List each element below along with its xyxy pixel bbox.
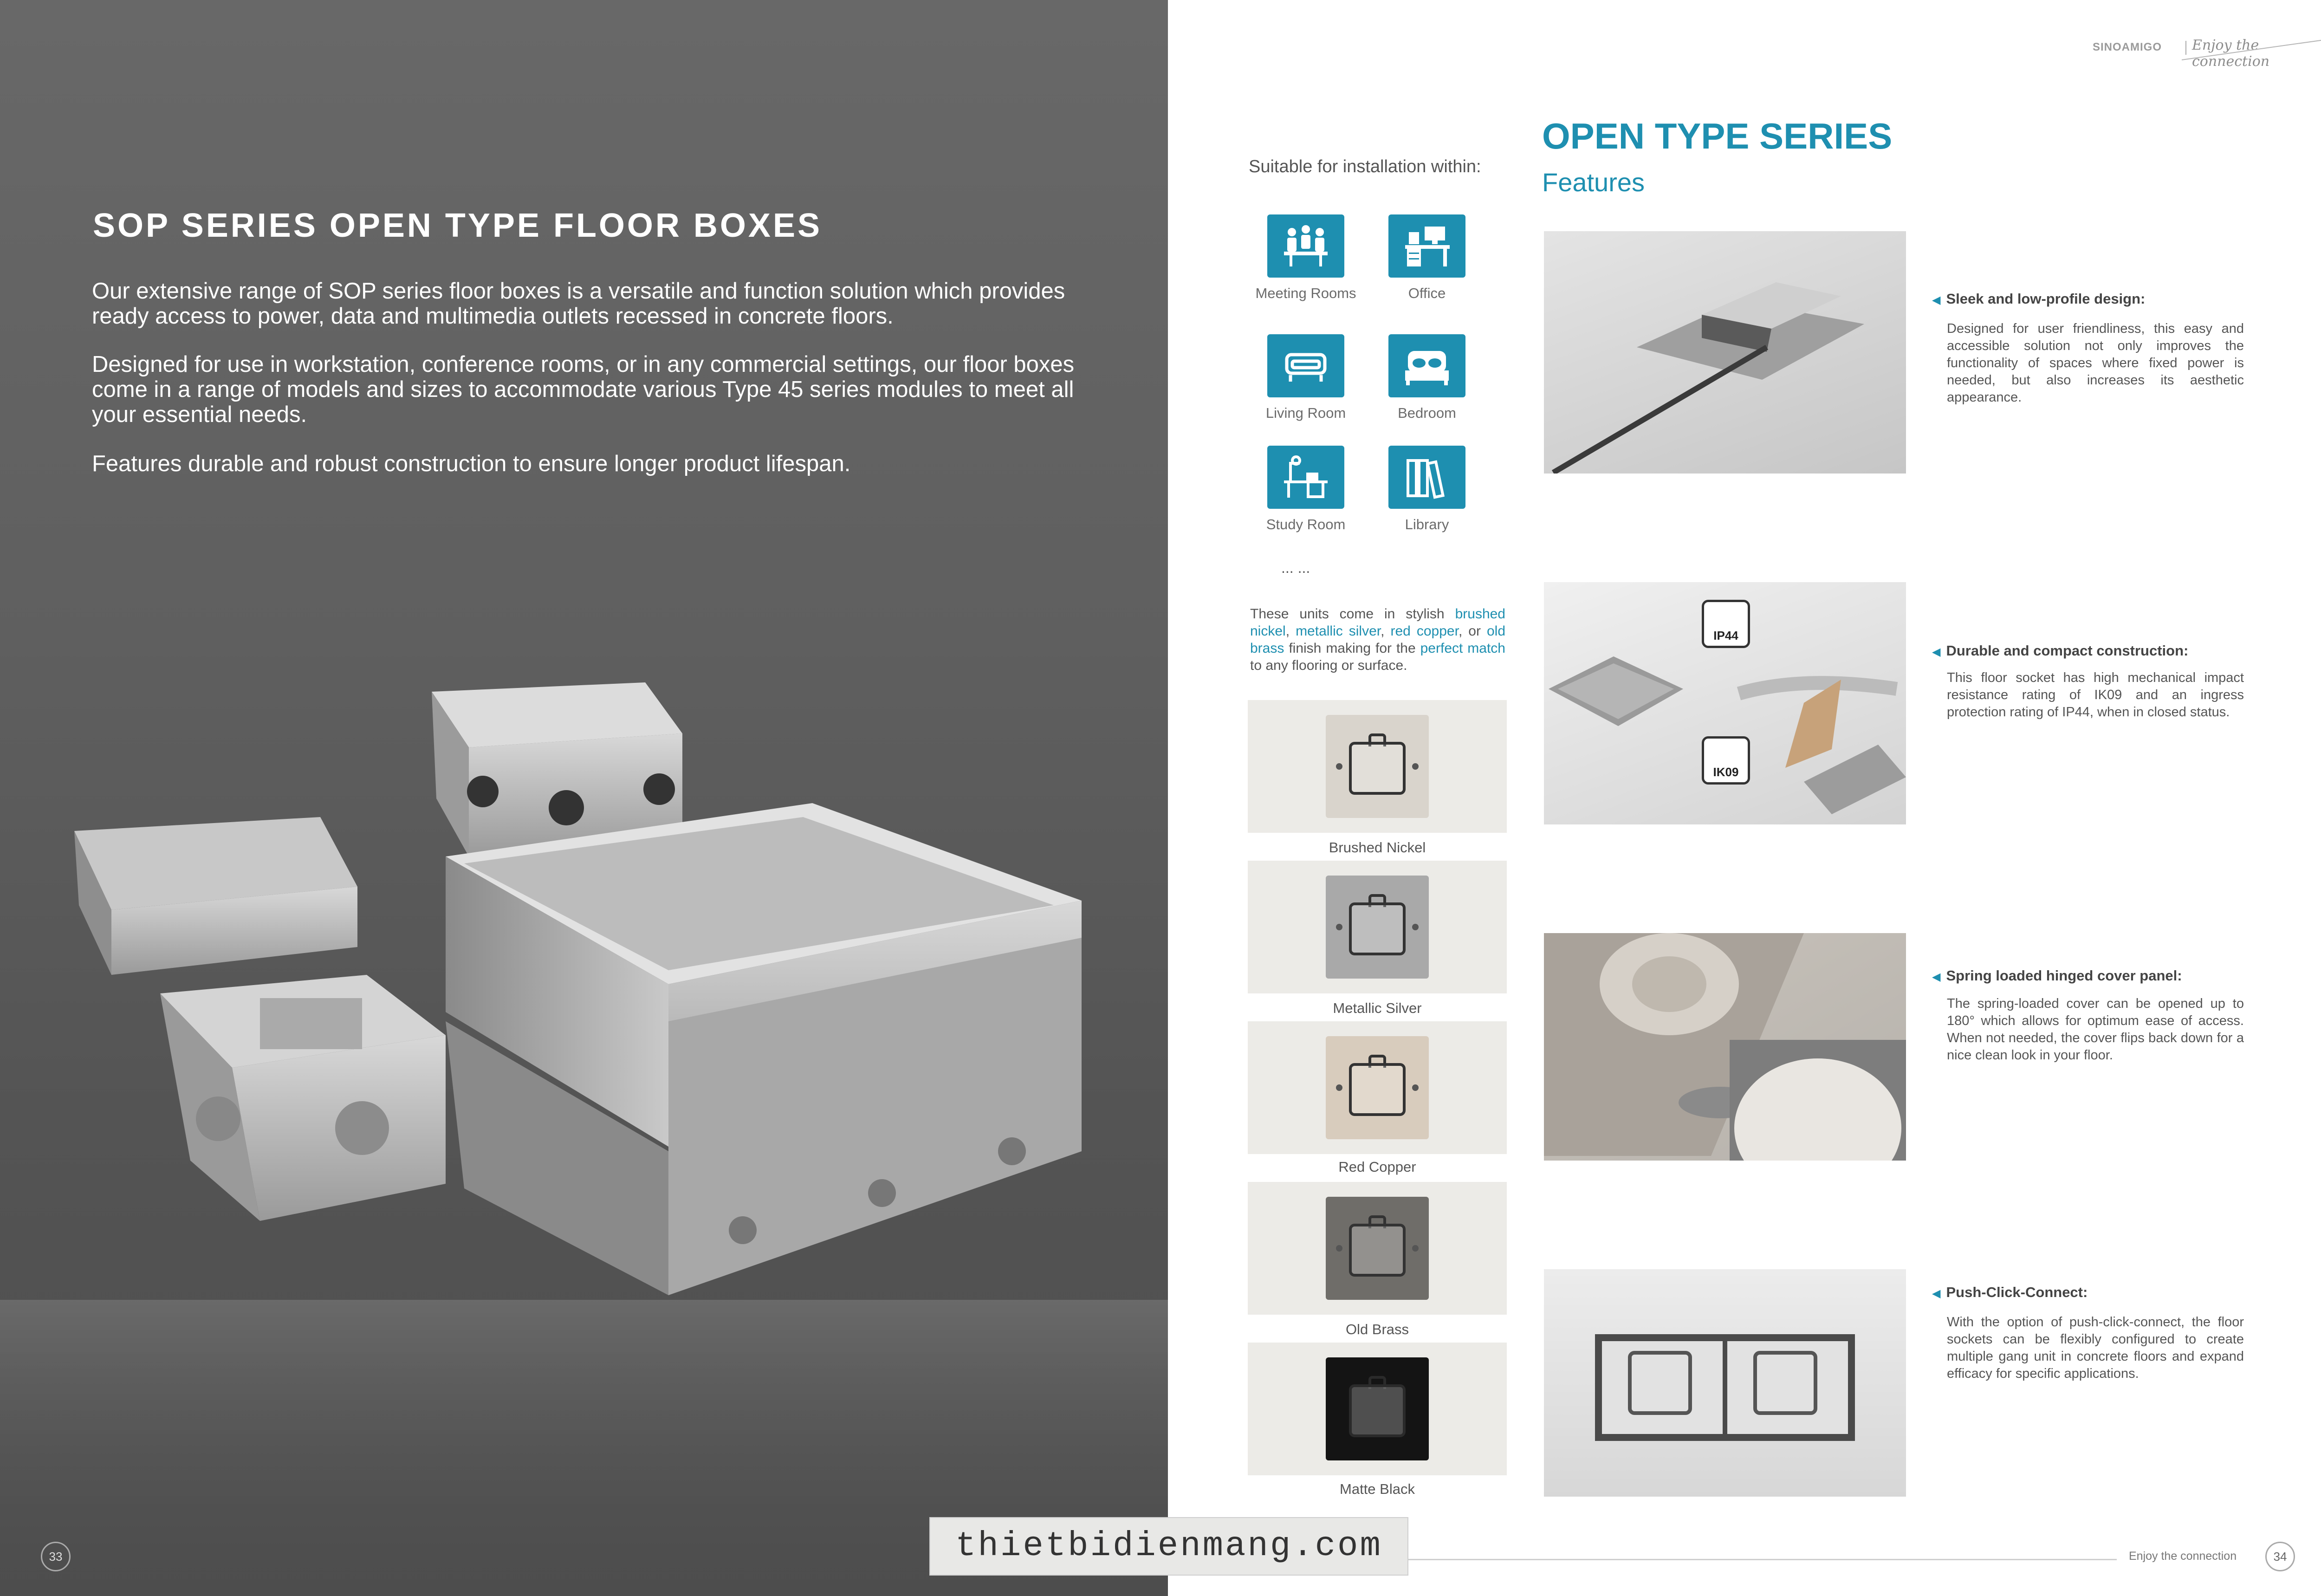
page-number-left: 33 <box>41 1542 71 1571</box>
room-office <box>1367 214 1487 302</box>
feature-image-low-profile <box>1544 231 1906 474</box>
feature-heading: ◀ Spring loaded hinged cover panel: <box>1932 967 2182 984</box>
meeting-room-icon <box>1267 214 1344 278</box>
feature-text: The spring-loaded cover can be opened up to 180° which allows for optimum ease of access. When not needed, the cover flips back down for a nice clean look in your floor. <box>1947 996 2244 1063</box>
bed-icon <box>1388 334 1465 397</box>
finish-highlight: perfect match <box>1420 641 1505 656</box>
footer-tagline: Enjoy the connection <box>2129 1550 2237 1563</box>
swatch-label: Brushed Nickel <box>1329 839 1426 856</box>
page-title: SOP SERIES OPEN TYPE FLOOR BOXES <box>93 207 822 244</box>
room-living <box>1245 334 1366 422</box>
feature-text: Designed for user friendliness, this easy and accessible solution not only improves the functionality of spaces where fixed power is needed, but also increases its aesthetic appearance. <box>1947 321 2244 405</box>
floor-box-large <box>446 803 1082 1295</box>
feature-heading: ◀ Durable and compact construction: <box>1932 642 2189 659</box>
outlet-plate <box>1326 876 1429 979</box>
durability-paragraph: Features durable and robust construction to ensure longer product lifespan. <box>92 451 851 476</box>
suitable-title: Suitable for installation within: <box>1249 157 1481 176</box>
books-icon <box>1388 446 1465 509</box>
feature-text: With the option of push-click-connect, the floor sockets can be flexibly configured to create multiple gang unit in concrete floors and expand efficacy for specific applications. <box>1947 1315 2244 1381</box>
office-desk-icon <box>1388 214 1465 278</box>
swatch-label: Matte Black <box>1340 1481 1415 1497</box>
feature-text: This floor socket has high mechanical impact resistance rating of IK09 and an ingress protection rating of IP44, when in closed status. <box>1947 670 2244 720</box>
more-rooms-ellipsis: ... ... <box>1281 559 1310 576</box>
feature-image-push-click <box>1544 1269 1906 1497</box>
finishes-intro: These units come in stylish brushed nickel, metallic silver, red copper, or old brass finish making for the perfect match to any flooring or surface. <box>1250 606 1506 673</box>
room-label-study: Study Room <box>1266 516 1346 532</box>
feature-heading: ◀ Sleek and low-profile design: <box>1932 291 2146 307</box>
finish-highlight: metallic silver <box>1296 623 1381 639</box>
room-label-library: Library <box>1405 516 1449 532</box>
section-subtitle: Features <box>1542 168 1645 197</box>
feature-image-durable <box>1544 582 1906 824</box>
sofa-icon <box>1267 334 1344 397</box>
study-desk-icon <box>1267 446 1344 509</box>
swatch-brushed-nickel <box>1248 700 1507 833</box>
floor-box-left-open <box>74 817 357 975</box>
outlet-plate <box>1326 1197 1429 1300</box>
room-library <box>1367 446 1487 533</box>
page-number-right: 34 <box>2265 1542 2295 1571</box>
feature-heading: ◀ Push-Click-Connect: <box>1932 1284 2088 1300</box>
swatch-label: Metallic Silver <box>1333 1000 1422 1016</box>
finish-highlight: brushed nickel <box>1250 606 1505 639</box>
intro-paragraph: Our extensive range of SOP series floor boxes is a versatile and function solution which provides ready access to power, data and multimedia outlets recessed in concrete floors. <box>92 279 1065 329</box>
outlet-plate <box>1326 1036 1429 1139</box>
finish-highlight: old brass <box>1250 623 1506 656</box>
footer-divider <box>1407 1559 2117 1560</box>
room-study <box>1245 446 1366 533</box>
product-photo-floor-boxes <box>0 603 1168 1596</box>
ip44-rating-icon: IP44 <box>1702 600 1750 648</box>
room-label-living: Living Room <box>1265 405 1346 421</box>
swatch-metallic-silver <box>1248 861 1507 993</box>
swatch-label: Red Copper <box>1338 1159 1416 1175</box>
brand-logo: SINOAMIGO <box>2093 41 2162 53</box>
room-label-office: Office <box>1408 285 1446 301</box>
feature-image-hinged-cover <box>1544 933 1906 1161</box>
swatch-red-copper <box>1248 1021 1507 1154</box>
finish-highlight: red copper <box>1390 623 1459 639</box>
room-bedroom <box>1367 334 1487 422</box>
section-title: OPEN TYPE SERIES <box>1542 116 1893 156</box>
usage-paragraph: Designed for use in workstation, conference rooms, or in any commercial settings, our floor boxes come in a range of models and sizes to accommodate various Type 45 series modules to meet all your essential needs. <box>92 352 1075 427</box>
room-label-meeting: Meeting Rooms <box>1255 285 1356 301</box>
swatch-matte-black <box>1248 1343 1507 1475</box>
outlet-plate <box>1326 1357 1429 1460</box>
room-meeting <box>1245 214 1366 302</box>
brand-tagline: Enjoy the connection <box>2192 37 2270 70</box>
watermark: thietbidienmang.com <box>929 1517 1408 1576</box>
outlet-plate <box>1326 715 1429 818</box>
ik09-rating-icon: IK09 <box>1702 736 1750 785</box>
floor-box-small-open <box>160 975 446 1221</box>
brand-separator <box>2185 41 2186 55</box>
swatch-old-brass <box>1248 1182 1507 1315</box>
room-label-bedroom: Bedroom <box>1398 405 1456 421</box>
swatch-label: Old Brass <box>1345 1321 1409 1337</box>
